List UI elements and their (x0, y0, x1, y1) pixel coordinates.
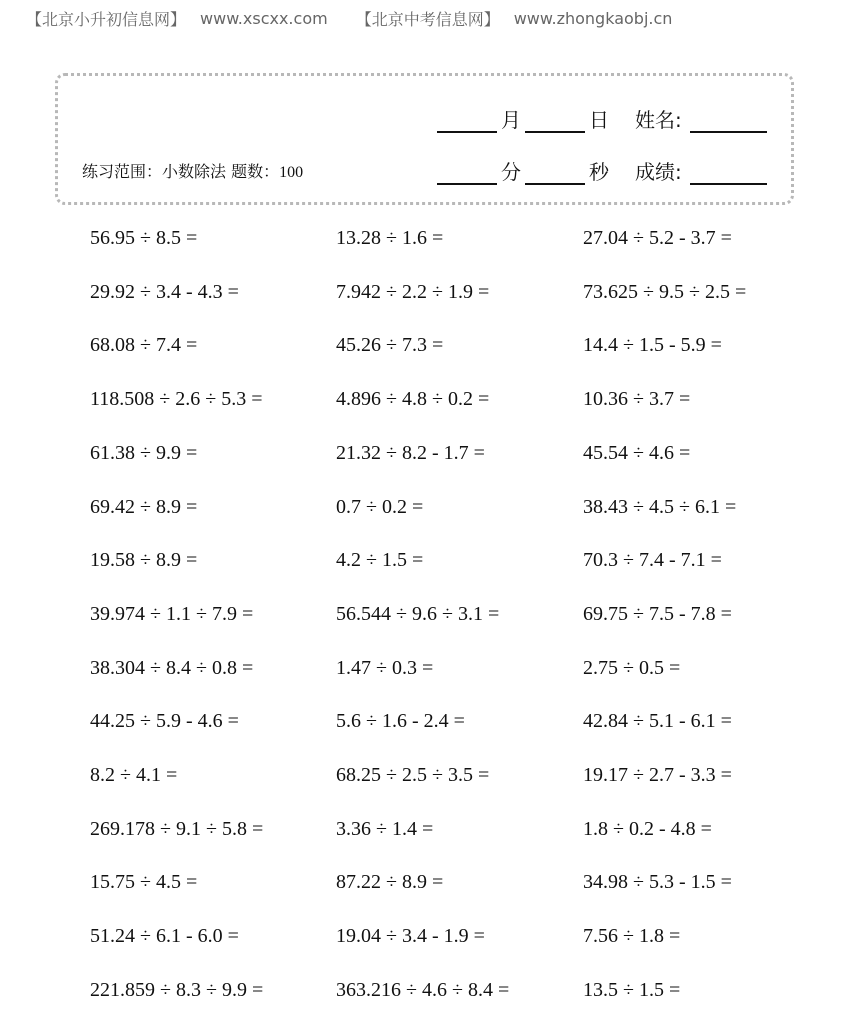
site2-url[interactable]: www.zhongkaobj.cn (513, 8, 673, 28)
problem-r12-c1: 269.178 ÷ 9.1 ÷ 5.8 = (90, 818, 264, 840)
problem-r3-c2: 45.26 ÷ 7.3 = (336, 334, 444, 356)
month-label: 月 (501, 108, 521, 132)
second-label: 秒 (589, 160, 609, 184)
second-blank[interactable] (525, 161, 585, 185)
site1-url[interactable]: www.xscxx.com (200, 8, 328, 28)
problem-r15-c3: 13.5 ÷ 1.5 = (583, 979, 681, 1001)
problem-r15-c2: 363.216 ÷ 4.6 ÷ 8.4 = (336, 979, 510, 1001)
practice-scope (82, 159, 303, 182)
problem-r14-c1: 51.24 ÷ 6.1 - 6.0 = (90, 925, 239, 947)
name-blank[interactable] (690, 109, 767, 133)
minute-blank[interactable] (437, 161, 497, 185)
problem-r10-c2: 5.6 ÷ 1.6 - 2.4 = (336, 710, 465, 732)
problem-r7-c2: 4.2 ÷ 1.5 = (336, 549, 424, 571)
problem-r2-c1: 29.92 ÷ 3.4 - 4.3 = (90, 281, 239, 303)
page-header (26, 6, 672, 30)
site1-name: 【北京小升初信息网】 (26, 9, 187, 29)
problem-r11-c2: 68.25 ÷ 2.5 ÷ 3.5 = (336, 764, 490, 786)
problem-r6-c1: 69.42 ÷ 8.9 = (90, 496, 198, 518)
problem-count: 100 (279, 164, 304, 181)
problem-r5-c1: 61.38 ÷ 9.9 = (90, 442, 198, 464)
problem-r9-c1: 38.304 ÷ 8.4 ÷ 0.8 = (90, 657, 254, 679)
problem-r13-c3: 34.98 ÷ 5.3 - 1.5 = (583, 871, 732, 893)
minute-label: 分 (501, 160, 521, 184)
problem-r1-c2: 13.28 ÷ 1.6 = (336, 227, 444, 249)
problem-r13-c1: 15.75 ÷ 4.5 = (90, 871, 198, 893)
problem-r1-c1: 56.95 ÷ 8.5 = (90, 227, 198, 249)
score-blank[interactable] (690, 161, 767, 185)
problem-r14-c2: 19.04 ÷ 3.4 - 1.9 = (336, 925, 485, 947)
problem-r4-c1: 118.508 ÷ 2.6 ÷ 5.3 = (90, 388, 263, 410)
problem-r14-c3: 7.56 ÷ 1.8 = (583, 925, 681, 947)
problem-r2-c2: 7.942 ÷ 2.2 ÷ 1.9 = (336, 281, 490, 303)
time-score-row (437, 156, 771, 185)
problem-r13-c2: 87.22 ÷ 8.9 = (336, 871, 444, 893)
problem-r8-c2: 56.544 ÷ 9.6 ÷ 3.1 = (336, 603, 500, 625)
problem-r9-c2: 1.47 ÷ 0.3 = (336, 657, 434, 679)
problem-r8-c3: 69.75 ÷ 7.5 - 7.8 = (583, 603, 732, 625)
problem-r10-c1: 44.25 ÷ 5.9 - 4.6 = (90, 710, 239, 732)
problem-r3-c1: 68.08 ÷ 7.4 = (90, 334, 198, 356)
problem-r5-c2: 21.32 ÷ 8.2 - 1.7 = (336, 442, 485, 464)
problem-r7-c1: 19.58 ÷ 8.9 = (90, 549, 198, 571)
site2-name: 【北京中考信息网】 (355, 9, 500, 29)
problem-r3-c3: 14.4 ÷ 1.5 - 5.9 = (583, 334, 722, 356)
scope-label: 练习范围：小数除法 题数： (82, 162, 280, 181)
problem-r6-c3: 38.43 ÷ 4.5 ÷ 6.1 = (583, 496, 737, 518)
problem-r8-c1: 39.974 ÷ 1.1 ÷ 7.9 = (90, 603, 254, 625)
day-blank[interactable] (525, 109, 585, 133)
problem-r1-c3: 27.04 ÷ 5.2 - 3.7 = (583, 227, 732, 249)
problem-r4-c3: 10.36 ÷ 3.7 = (583, 388, 691, 410)
problem-r12-c2: 3.36 ÷ 1.4 = (336, 818, 434, 840)
problem-r11-c1: 8.2 ÷ 4.1 = (90, 764, 178, 786)
name-label: 姓名: (635, 108, 682, 132)
month-blank[interactable] (437, 109, 497, 133)
problem-r11-c3: 19.17 ÷ 2.7 - 3.3 = (583, 764, 732, 786)
date-name-row (437, 104, 771, 133)
problem-r10-c3: 42.84 ÷ 5.1 - 6.1 = (583, 710, 732, 732)
score-label: 成绩: (635, 160, 682, 184)
problem-r15-c1: 221.859 ÷ 8.3 ÷ 9.9 = (90, 979, 264, 1001)
problem-r9-c3: 2.75 ÷ 0.5 = (583, 657, 681, 679)
student-info-box (55, 73, 794, 205)
day-label: 日 (589, 108, 609, 132)
problem-r5-c3: 45.54 ÷ 4.6 = (583, 442, 691, 464)
problem-r7-c3: 70.3 ÷ 7.4 - 7.1 = (583, 549, 722, 571)
problem-r4-c2: 4.896 ÷ 4.8 ÷ 0.2 = (336, 388, 490, 410)
problem-r6-c2: 0.7 ÷ 0.2 = (336, 496, 424, 518)
problem-r2-c3: 73.625 ÷ 9.5 ÷ 2.5 = (583, 281, 747, 303)
problem-r12-c3: 1.8 ÷ 0.2 - 4.8 = (583, 818, 712, 840)
